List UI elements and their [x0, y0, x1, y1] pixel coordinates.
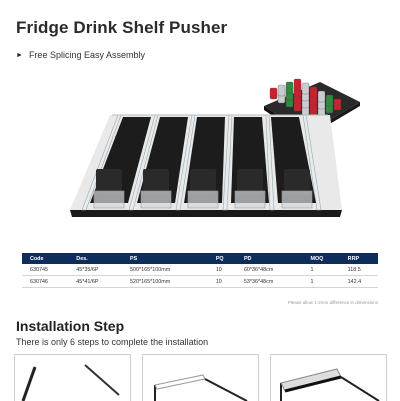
- col-ps: PS: [122, 253, 208, 264]
- table-row: [22, 276, 378, 288]
- col-rrp: RRP: [340, 253, 378, 264]
- cell-rrp: 118.5: [340, 264, 378, 276]
- cell-moq: 1: [302, 264, 339, 276]
- dimension-note: Please allow 1-2mm difference in dimensions: [287, 300, 378, 305]
- cell-code: 630746: [22, 276, 68, 288]
- specs-header-row: [22, 253, 378, 264]
- table-row: [22, 264, 378, 276]
- feature-bullet: [16, 50, 145, 60]
- col-pq: PQ: [208, 253, 236, 264]
- installation-step-3-image: [270, 354, 387, 401]
- cell-des: 45*41/6P: [68, 276, 122, 288]
- installation-step-1-image: [14, 354, 131, 401]
- installation-subtitle: There is only 6 steps to complete the installation: [16, 337, 209, 347]
- feature-text: Free Splicing Easy Assembly: [28, 50, 145, 60]
- col-code: Code: [22, 253, 68, 264]
- cell-pq: 10: [208, 264, 236, 276]
- col-moq: MOQ: [302, 253, 339, 264]
- cell-pd: 53*36*48cm: [236, 276, 303, 288]
- cell-pd: 60*36*48cm: [236, 264, 303, 276]
- shelf-pusher-image: [60, 95, 350, 230]
- col-des: Des.: [68, 253, 122, 264]
- cell-rrp: 142.4: [340, 276, 378, 288]
- cell-code: 630745: [22, 264, 68, 276]
- cell-ps: 520*165*100mm: [122, 276, 208, 288]
- cell-ps: 500*165*100mm: [122, 264, 208, 276]
- installation-step-2-image: [142, 354, 259, 401]
- installation-heading: Installation Step: [16, 318, 125, 334]
- page-title: Fridge Drink Shelf Pusher: [16, 18, 228, 37]
- cell-des: 45*35/6P: [68, 264, 122, 276]
- triangle-bullet-icon: ►: [16, 51, 23, 59]
- cell-moq: 1: [302, 276, 339, 288]
- specs-table: [22, 253, 378, 288]
- cell-pq: 10: [208, 276, 236, 288]
- col-pd: PD: [236, 253, 303, 264]
